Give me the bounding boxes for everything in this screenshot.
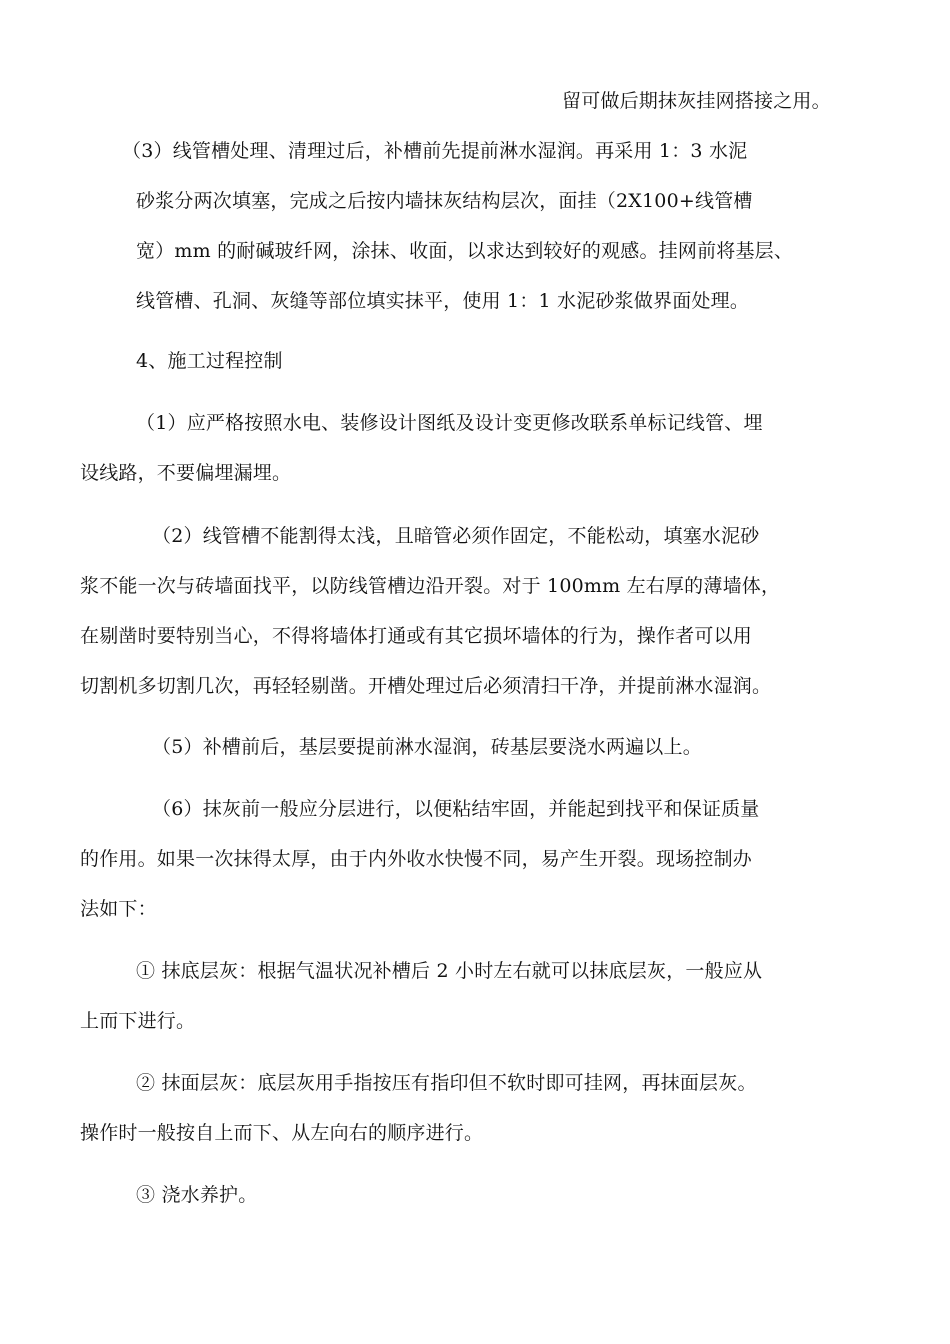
text-line: （2）线管槽不能割得太浅，且暗管必须作固定，不能松动，填塞水泥砂: [152, 525, 760, 547]
list-item: ② 抹面层灰：底层灰用手指按压有指印但不软时即可挂网，再抹面层灰。: [136, 1072, 757, 1094]
text-line: 砂浆分两次填塞，完成之后按内墙抹灰结构层次，面挂（2X100+线管槽: [136, 190, 753, 212]
text-line: 上而下进行。: [80, 1010, 196, 1032]
text-line: 线管槽、孔洞、灰缝等部位填实抹平，使用 1：1 水泥砂浆做界面处理。: [136, 290, 750, 312]
list-item: ③ 浇水养护。: [136, 1184, 258, 1206]
text-line: （1）应严格按照水电、装修设计图纸及设计变更修改联系单标记线管、埋: [136, 412, 763, 434]
text-line: （3）线管槽处理、清理过后，补槽前先提前淋水湿润。再采用 1：3 水泥: [122, 140, 748, 162]
text-line: 在剔凿时要特别当心，不得将墙体打通或有其它损坏墙体的行为，操作者可以用: [80, 625, 753, 647]
text-line: （5）补槽前后，基层要提前淋水湿润，砖基层要浇水两遍以上。: [152, 736, 702, 758]
text-line: （6）抹灰前一般应分层进行，以便粘结牢固，并能起到找平和保证质量: [152, 798, 760, 820]
text-line: 浆不能一次与砖墙面找平，以防线管槽边沿开裂。对于 100mm 左右厚的薄墙体，: [80, 575, 781, 597]
text-line: 留可做后期抹灰挂网搭接之用。: [562, 90, 831, 112]
text-line: 操作时一般按自上而下、从左向右的顺序进行。: [80, 1122, 484, 1144]
text-line: 的作用。如果一次抹得太厚，由于内外收水快慢不同，易产生开裂。现场控制办: [80, 848, 753, 870]
text-line: 宽）mm 的耐碱玻纤网，涂抹、收面，以求达到较好的观感。挂网前将基层、: [136, 240, 794, 262]
text-line: 法如下：: [80, 898, 157, 920]
section-heading: 4、施工过程控制: [136, 350, 283, 372]
list-item: ① 抹底层灰：根据气温状况补槽后 2 小时左右就可以抹底层灰，一般应从: [136, 960, 763, 982]
text-line: 设线路，不要偏埋漏埋。: [80, 462, 292, 484]
text-line: 切割机多切割几次，再轻轻剔凿。开槽处理过后必须清扫干净，并提前淋水湿润。: [80, 675, 772, 697]
